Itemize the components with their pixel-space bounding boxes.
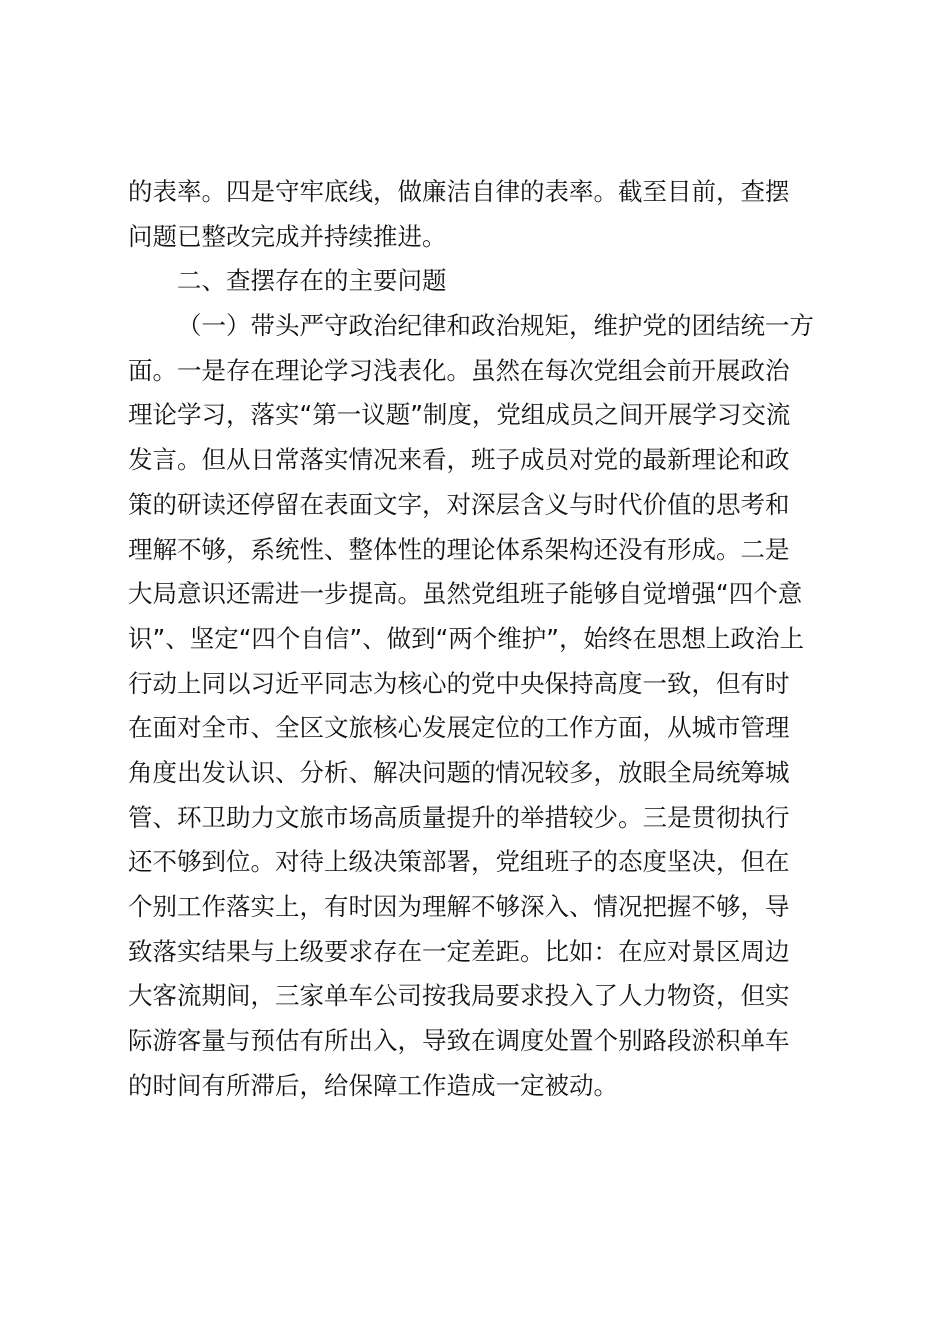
text-line: 问题已整改完成并持续推进。: [128, 221, 447, 251]
text-line: 策的研读还停留在表面文字，对深层含义与时代价值的思考和: [128, 489, 790, 519]
text-line: 的表率。四是守牢底线，做廉洁自律的表率。截至目前，查摆: [128, 177, 790, 206]
text-line: 大局意识还需进一步提高。虽然党组班子能够自觉增强“四个意: [128, 579, 803, 609]
text-line: 在面对全市、全区文旅核心发展定位的工作方面，从城市管理: [128, 713, 790, 743]
text-line: 管、环卫助力文旅市场高质量提升的举措较少。三是贯彻执行: [128, 802, 790, 832]
text-line: 识”、坚定“四个自信”、做到“两个维护”，始终在思想上政治上: [128, 623, 804, 653]
text-line: 面。一是存在理论学习浅表化。虽然在每次党组会前开展政治: [128, 355, 790, 385]
text-line: 理论学习，落实“第一议题”制度，党组成员之间开展学习交流: [128, 400, 791, 430]
section-heading: 二、查摆存在的主要问题: [177, 266, 447, 296]
text-line: 个别工作落实上，有时因为理解不够深入、情况把握不够，导: [128, 892, 790, 921]
text-line: 角度出发认识、分析、解决问题的情况较多，放眼全局统筹城: [128, 757, 790, 787]
subsection-heading: （一）带头严守政治纪律和政治规矩，维护党的团结统一方: [177, 311, 814, 341]
text-line: 发言。但从日常落实情况来看，班子成员对党的最新理论和政: [128, 445, 790, 475]
text-line: 际游客量与预估有所出入，导致在调度处置个别路段淤积单车: [128, 1026, 790, 1056]
text-line: 理解不够，系统性、整体性的理论体系架构还没有形成。二是: [128, 534, 790, 564]
text-line: 行动上同以习近平同志为核心的党中央保持高度一致，但有时: [128, 668, 790, 698]
text-line: 的时间有所滞后，给保障工作造成一定被动。: [128, 1070, 618, 1100]
text-line: 还不够到位。对待上级决策部署，党组班子的态度坚决，但在: [128, 847, 790, 877]
document-body: [128, 170, 828, 1108]
text-line: 大客流期间，三家单车公司按我局要求投入了人力物资，但实: [128, 981, 790, 1011]
text-line: 致落实结果与上级要求存在一定差距。比如：在应对景区周边: [128, 936, 790, 966]
